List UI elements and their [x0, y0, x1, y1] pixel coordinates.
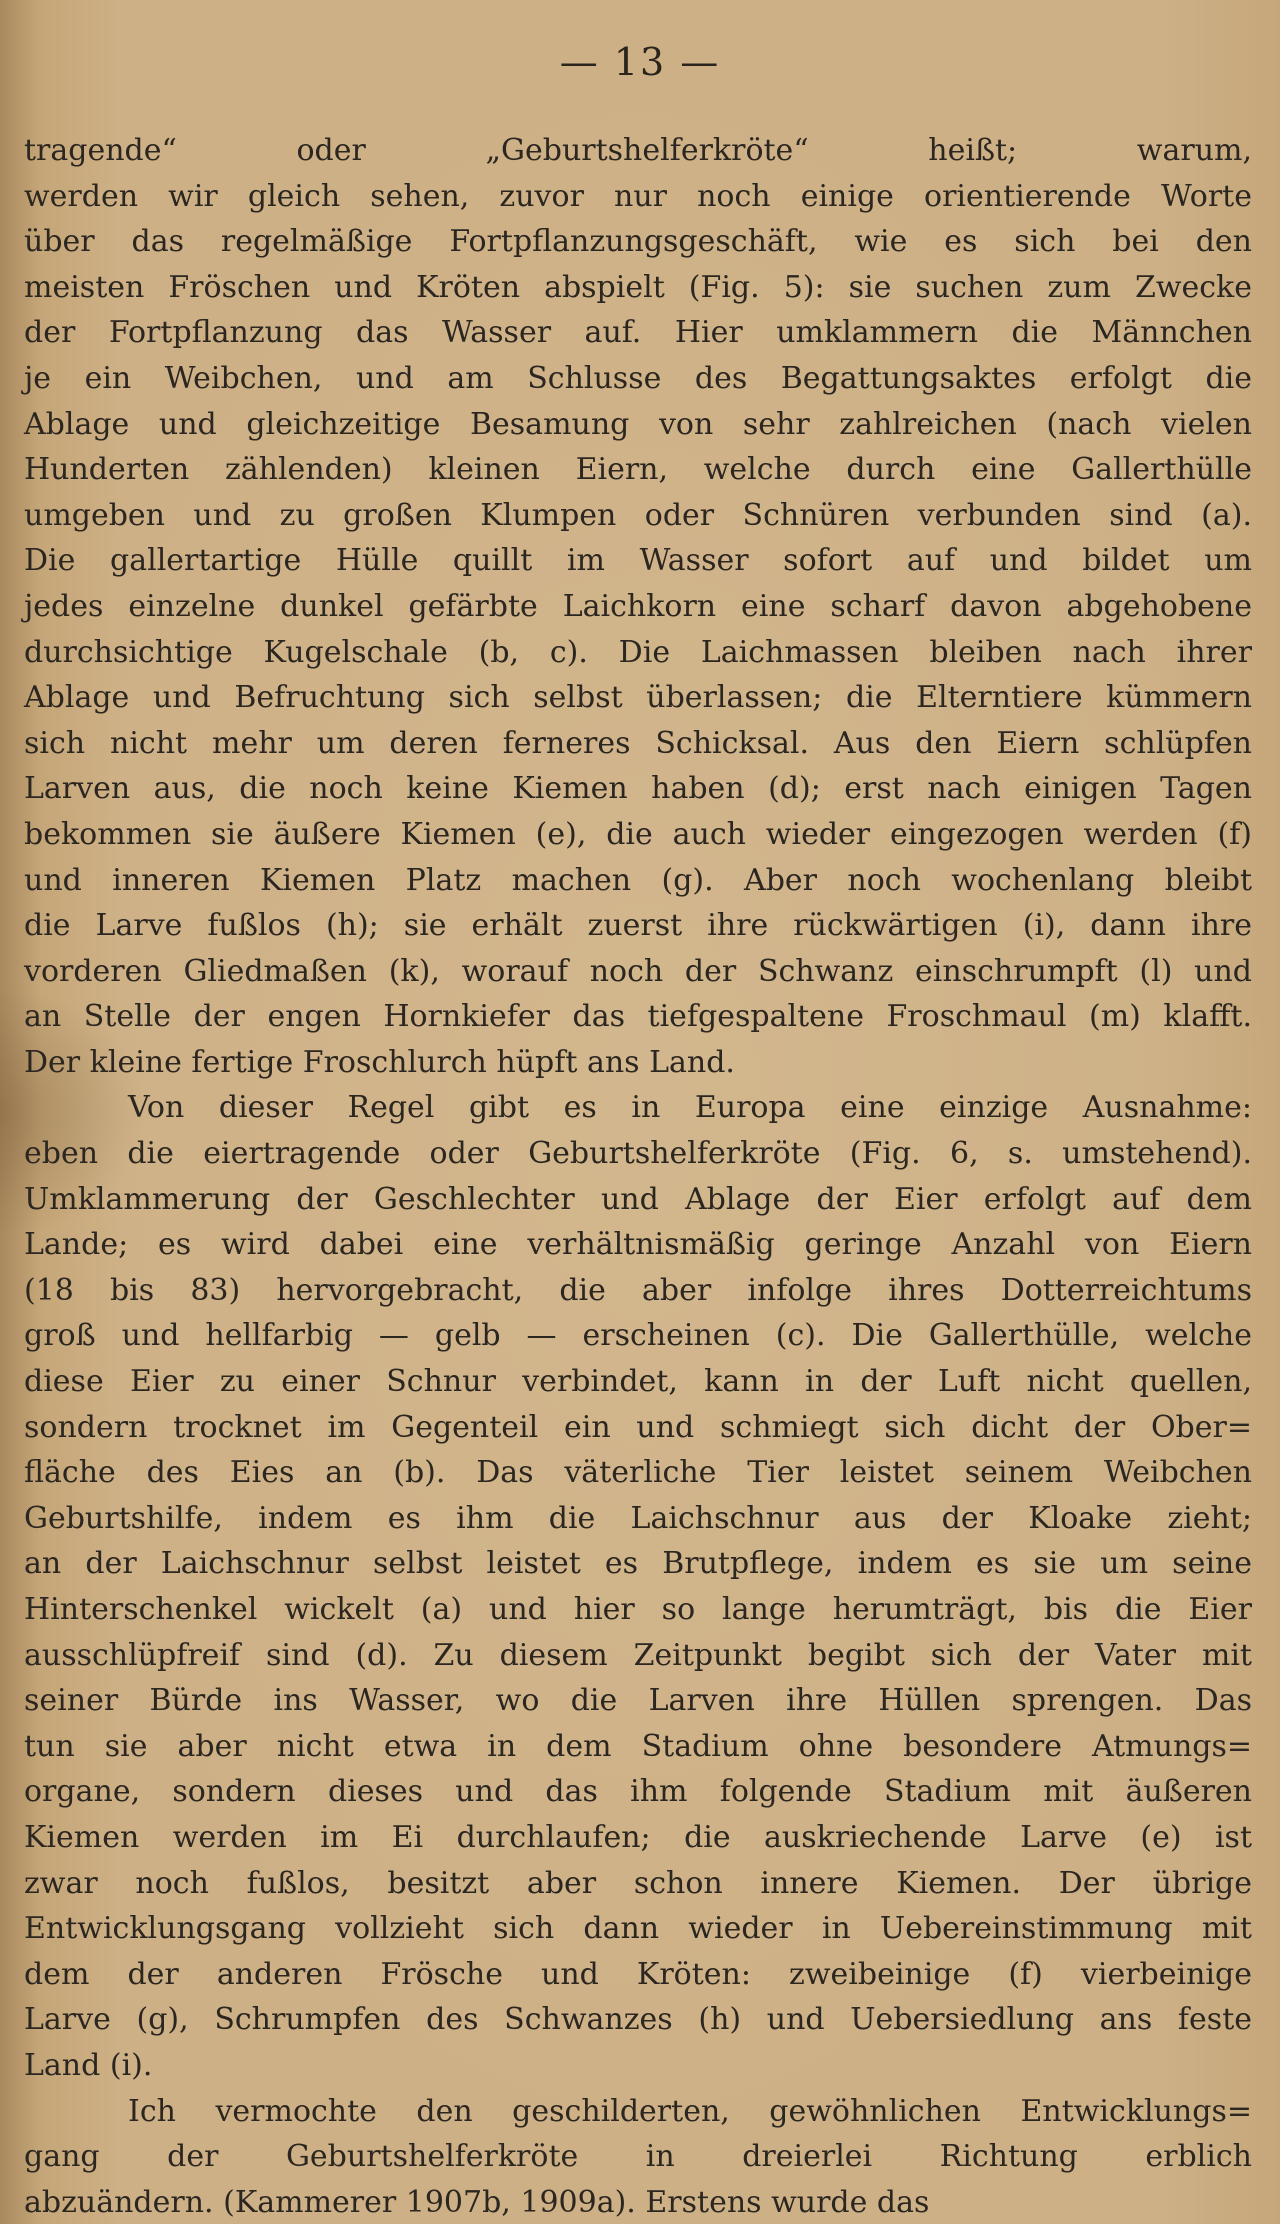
text-line: die Larve fußlos (h); sie erhält zuerst ihre rückwärtigen (i), dann ihre — [24, 908, 1252, 944]
text-line: sondern trocknet im Gegenteil ein und schmiegt sich dicht der Ober= — [24, 1409, 1252, 1445]
page-number: — 13 — — [559, 40, 721, 84]
text-line: Hinterschenkel wickelt (a) und hier so lange herumträgt, bis die Eier — [24, 1592, 1252, 1627]
text-line: und inneren Kiemen Platz machen (g). Aber noch wochenlang bleibt — [24, 862, 1252, 898]
text-line: durchsichtige Kugelschale (b, c). Die Laichmassen bleiben nach ihrer — [24, 634, 1252, 670]
body-text — [24, 128, 1252, 2225]
text-line: Geburtshilfe, indem es ihm die Laichschnur aus der Kloake zieht; — [24, 1500, 1252, 1536]
text-line: an der Laichschnur selbst leistet es Brutpflege, indem es sie um seine — [24, 1546, 1252, 1582]
text-line: gang der Geburtshelferkröte in dreierlei Richtung erblich — [24, 2139, 1252, 2175]
text-line: tragende“ oder „Geburtshelferkröte“ heißt; warum, — [24, 133, 1252, 168]
text-line: umgeben und zu großen Klumpen oder Schnüren verbunden sind (a). — [24, 497, 1252, 533]
text-line: organe, sondern dieses und das ihm folgende Stadium mit äußeren — [24, 1774, 1252, 1810]
paragraph — [24, 2089, 1252, 2225]
paragraph — [24, 128, 1252, 1085]
text-line: fläche des Eies an (b). Das väterliche Tier leistet seinem Weibchen — [24, 1455, 1252, 1491]
text-line: Lande; es wird dabei eine verhältnismäßig geringe Anzahl von Eiern — [24, 1227, 1252, 1263]
text-line: Larven aus, die noch keine Kiemen haben (d); erst nach einigen Tagen — [24, 771, 1252, 807]
text-line: an Stelle der engen Hornkiefer das tiefgespaltene Froschmaul (m) klafft. — [24, 999, 1252, 1035]
text-line: Ablage und gleichzeitige Besamung von sehr zahlreichen (nach vielen — [24, 406, 1252, 442]
text-line: groß und hellfarbig — gelb — erscheinen (c). Die Gallerthülle, welche — [24, 1318, 1252, 1354]
paragraph — [24, 1085, 1252, 2088]
text-line: ausschlüpfreif sind (d). Zu diesem Zeitpunkt begibt sich der Vater mit — [24, 1637, 1252, 1673]
text-line: jedes einzelne dunkel gefärbte Laichkorn eine scharf davon abgehobene — [24, 588, 1252, 624]
text-line: bekommen sie äußere Kiemen (e), die auch wieder eingezogen werden (f) — [24, 816, 1252, 852]
text-line: sich nicht mehr um deren ferneres Schicksal. Aus den Eiern schlüpfen — [24, 725, 1252, 761]
text-line: dem der anderen Frösche und Kröten: zweibeinige (f) vierbeinige — [24, 1956, 1252, 1992]
text-line: eben die eiertragende oder Geburtshelferkröte (Fig. 6, s. umstehend). — [24, 1136, 1252, 1172]
text-line: Der kleine fertige Froschlurch hüpft ans Land. — [24, 1044, 735, 1080]
text-line: abzuändern. (Kammerer 1907b, 1909a). Erstens wurde das — [24, 2184, 930, 2220]
text-line: Umklammerung der Geschlechter und Ablage der Eier erfolgt auf dem — [24, 1181, 1252, 1217]
text-line: Land (i). — [24, 2047, 153, 2083]
text-line: Kiemen werden im Ei durchlaufen; die auskriechende Larve (e) ist — [24, 1819, 1252, 1855]
text-line: Von dieser Regel gibt es in Europa eine einzige Ausnahme: — [128, 1090, 1252, 1126]
text-line: über das regelmäßige Fortpflanzungsgeschäft, wie es sich bei den — [24, 224, 1252, 260]
text-line: Hunderten zählenden) kleinen Eiern, welche durch eine Gallerthülle — [24, 452, 1252, 488]
text-line: (18 bis 83) hervorgebracht, die aber infolge ihres Dotterreichtums — [24, 1272, 1252, 1308]
text-line: vorderen Gliedmaßen (k), worauf noch der Schwanz einschrumpft (l) und — [24, 953, 1252, 989]
text-line: je ein Weibchen, und am Schlusse des Begattungsaktes erfolgt die — [24, 360, 1252, 396]
text-line: seiner Bürde ins Wasser, wo die Larven ihre Hüllen sprengen. Das — [24, 1683, 1252, 1719]
text-line: zwar noch fußlos, besitzt aber schon innere Kiemen. Der übrige — [24, 1865, 1252, 1901]
text-line: werden wir gleich sehen, zuvor nur noch einige orientierende Worte — [24, 178, 1252, 214]
text-line: Ich vermochte den geschilderten, gewöhnlichen Entwicklungs= — [128, 2093, 1252, 2129]
text-line: Ablage und Befruchtung sich selbst überlassen; die Elterntiere kümmern — [24, 680, 1252, 716]
text-line: Entwicklungsgang vollzieht sich dann wieder in Uebereinstimmung mit — [24, 1911, 1252, 1947]
text-line: tun sie aber nicht etwa in dem Stadium ohne besondere Atmungs= — [24, 1728, 1252, 1764]
text-line: diese Eier zu einer Schnur verbindet, kann in der Luft nicht quellen, — [24, 1364, 1252, 1400]
text-line: Die gallertartige Hülle quillt im Wasser sofort auf und bildet um — [24, 543, 1252, 579]
text-line: meisten Fröschen und Kröten abspielt (Fig. 5): sie suchen zum Zwecke — [24, 269, 1252, 305]
text-line: der Fortpflanzung das Wasser auf. Hier umklammern die Männchen — [24, 315, 1252, 351]
text-line: Larve (g), Schrumpfen des Schwanzes (h) und Uebersiedlung ans feste — [24, 2002, 1252, 2038]
